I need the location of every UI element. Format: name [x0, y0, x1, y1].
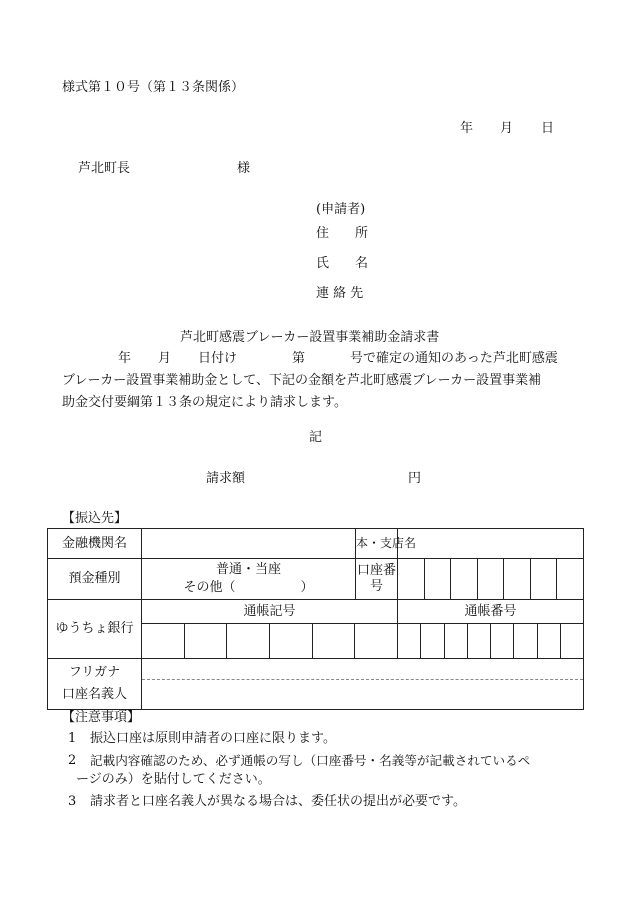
deposit-option-ordinary: 普通・当座	[215, 562, 281, 577]
symbol-digit-box[interactable]	[226, 624, 269, 658]
symbol-digit-box[interactable]	[354, 624, 397, 658]
deposit-row	[48, 559, 584, 600]
symbol-digit-box[interactable]	[312, 624, 355, 658]
deposit-type-options[interactable]	[142, 559, 356, 600]
body-date-suffix: 日付け	[198, 351, 238, 366]
note-text: 振込口座は原則申請者の口座に限ります。	[90, 731, 336, 746]
account-digit-box[interactable]	[477, 559, 504, 599]
symbol-digit-box[interactable]	[269, 624, 312, 658]
amount-label: 請求額	[206, 471, 246, 486]
date-day: 日	[541, 121, 555, 136]
number-digit-box[interactable]	[444, 624, 467, 658]
note-text: 請求者と口座名義人が異なる場合は、委任状の提出が必要です。	[90, 794, 466, 809]
deposit-type-label: 預金種別	[48, 559, 142, 600]
deposit-option-other: その他（ ）	[183, 580, 314, 595]
yucho-label: ゆうちょ銀行	[48, 600, 142, 659]
number-digit-box[interactable]	[513, 624, 536, 658]
account-digit-box[interactable]	[530, 559, 557, 599]
applicant-heading: (申請者)	[316, 202, 366, 217]
note-number: 1	[68, 731, 77, 746]
account-digit-box[interactable]	[398, 559, 424, 599]
number-digit-box[interactable]	[560, 624, 583, 658]
applicant-name-label: 氏 名	[316, 256, 369, 271]
branch-field[interactable]	[398, 529, 584, 559]
account-digit-box[interactable]	[450, 559, 477, 599]
holder-fields[interactable]	[142, 659, 584, 710]
form-number: 様式第１０号（第１３条関係）	[62, 80, 245, 95]
symbol-digit-box[interactable]	[184, 624, 227, 658]
amount-unit: 円	[408, 471, 422, 486]
branch-label: 本・支店名	[356, 529, 398, 559]
ki-heading: 記	[309, 430, 323, 445]
date-year: 年	[460, 121, 474, 136]
account-number-label: 口座番号	[356, 559, 398, 600]
passbook-symbol-boxes[interactable]	[142, 624, 398, 659]
addressee-honorific: 様	[237, 161, 251, 176]
transfer-heading: 【振込先】	[62, 511, 128, 526]
account-digit-box[interactable]	[424, 559, 451, 599]
body-line3: 助金交付要綱第１３条の規定により請求します。	[62, 395, 347, 410]
passbook-number-label: 通帳番号	[398, 600, 584, 624]
addressee-name: 芦北町長	[78, 161, 131, 176]
passbook-symbol-label: 通帳記号	[142, 600, 398, 624]
body-line2: ブレーカー設置事業補助金として、下記の金額を芦北町感震ブレーカー設置事業補	[62, 373, 542, 388]
note-number: 2	[68, 753, 77, 768]
account-digit-box[interactable]	[503, 559, 530, 599]
number-digit-box[interactable]	[398, 624, 420, 658]
number-digit-box[interactable]	[420, 624, 443, 658]
bank-name-label: 金融機関名	[48, 529, 142, 559]
bank-transfer-table	[47, 528, 584, 710]
document-title: 芦北町感震ブレーカー設置事業補助金請求書	[180, 330, 440, 345]
passbook-number-boxes[interactable]	[398, 624, 584, 659]
account-number-boxes[interactable]	[398, 559, 584, 600]
note-number: 3	[68, 794, 77, 809]
furigana-label: フリガナ	[68, 665, 121, 680]
holder-row	[48, 659, 584, 710]
applicant-address-label: 住 所	[316, 226, 369, 241]
note-text-continuation: ージのみ）を貼付してください。	[76, 772, 271, 787]
body-month: 月	[158, 351, 172, 366]
yucho-header-row	[48, 600, 584, 624]
bank-name-field[interactable]	[142, 529, 356, 559]
body-dai: 第	[292, 351, 306, 366]
note-text: 記載内容確認のため、必ず通帳の写し（口座番号・名義等が記載されているペ	[90, 753, 531, 768]
furigana-field[interactable]	[142, 659, 583, 680]
account-digit-box[interactable]	[556, 559, 583, 599]
number-digit-box[interactable]	[490, 624, 513, 658]
symbol-digit-box[interactable]	[142, 624, 184, 658]
holder-label: 口座名義人	[61, 687, 127, 702]
holder-label-cell	[48, 659, 142, 710]
bank-row	[48, 529, 584, 559]
number-digit-box[interactable]	[467, 624, 490, 658]
notes-heading: 【注意事項】	[62, 710, 141, 725]
number-digit-box[interactable]	[537, 624, 560, 658]
body-line1-end: 号で確定の通知のあった芦北町感震	[350, 351, 558, 366]
body-year: 年	[118, 351, 132, 366]
applicant-contact-label: 連 絡 先	[316, 286, 364, 301]
date-month: 月	[500, 121, 514, 136]
holder-name-field[interactable]	[142, 680, 583, 709]
